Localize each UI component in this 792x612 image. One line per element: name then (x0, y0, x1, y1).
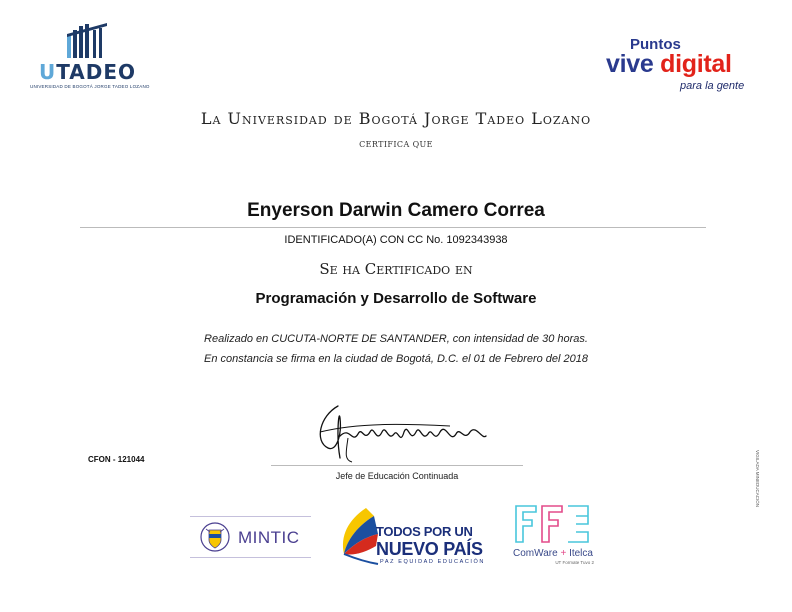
identification-text: IDENTIFICADO(A) CON CC No. 1092343938 (284, 234, 508, 246)
colombia-coat-of-arms-icon (200, 521, 230, 553)
colombia-flag-swoosh-icon (336, 506, 380, 568)
mintic-top-rule (190, 516, 311, 517)
vive-puntos-label: Puntos (630, 36, 681, 53)
recipient-name: Enyerson Darwin Camero Correa (247, 200, 545, 221)
certified-in-label: Se ha Certificado en (319, 260, 473, 278)
name-divider (80, 227, 706, 228)
mintic-logo (190, 516, 311, 558)
mintic-label: MINTIC (238, 528, 300, 547)
signed-text: En constancia se firma en la ciudad de Bogotá, D.C. el 01 de Febrero del 2018 (203, 353, 588, 365)
vive-para-la-gente: para la gente (680, 80, 745, 92)
side-note: VIGILADA MINEDUCACIÓN (755, 450, 760, 508)
signature-role: Jefe de Educación Continuada (335, 471, 459, 481)
institution-title: La Universidad de Bogotá Jorge Tadeo Lozano (200, 109, 592, 128)
utadeo-wordmark: UTADEO (38, 60, 137, 84)
todos-line1: TODOS POR UN (376, 524, 473, 539)
certifies-label: CERTIFICA QUE (359, 140, 433, 149)
comware-itelca-label: ComWare + Itelca (513, 548, 593, 559)
mintic-bottom-rule (190, 557, 311, 558)
todos-por-un-nuevo-pais-logo (336, 502, 486, 572)
puntos-vive-digital-logo (606, 36, 756, 98)
signature-line (271, 465, 523, 466)
comware-itelca-logo (508, 502, 598, 568)
comware-itelca-subtitle: UT Formate Tuvo 2 (555, 560, 594, 565)
utadeo-logo (30, 22, 150, 94)
vive-digital-label: vive digital (606, 50, 732, 78)
todos-line3: PAZ EQUIDAD EDUCACIÓN (380, 559, 486, 565)
program-name: Programación y Desarrollo de Software (255, 290, 537, 307)
handwritten-signature (300, 396, 500, 466)
cfon-code: CFON - 121044 (88, 455, 145, 464)
utadeo-building-icon (65, 22, 109, 60)
utadeo-subtitle: UNIVERSIDAD DE BOGOTÁ JORGE TADEO LOZANO (30, 84, 150, 89)
todos-line2: NUEVO PAÍS (376, 539, 483, 559)
comware-itelca-mark-icon (514, 502, 592, 546)
realized-text: Realizado en CUCUTA-NORTE DE SANTANDER, con intensidad de 30 horas. (204, 333, 588, 345)
